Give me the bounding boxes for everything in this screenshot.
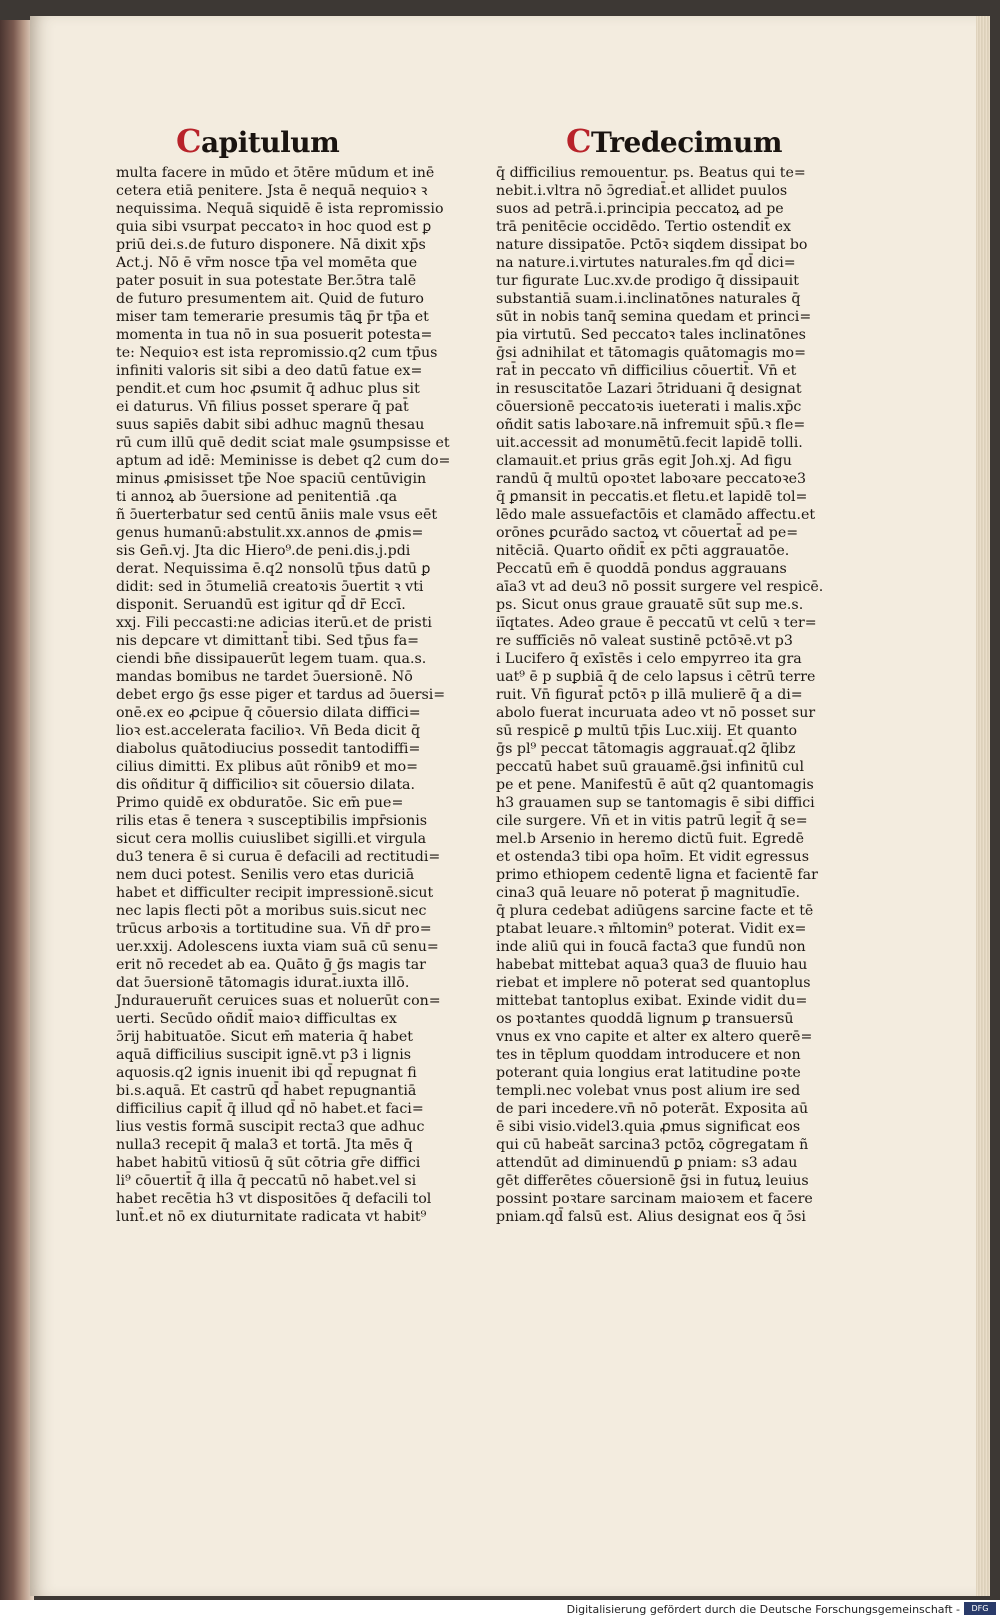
heading-left-initial: C bbox=[176, 122, 201, 160]
text-line: cile surgere. Vn̄ et in vitis patrū legit̄ q̄ se= bbox=[496, 813, 808, 829]
text-line: sis Gen̄.vj. Jta dic Hiero⁹.de peni.dis.j.pdi bbox=[116, 543, 411, 559]
text-line: nis depcare vt dimittant̄ tibi. Sed tp̄us fa= bbox=[116, 633, 420, 649]
text-line: ciendi bn̄e dissipauerūt legem tuam. qua.s. bbox=[116, 651, 427, 667]
text-line: lioꝛ est.accelerata facilioꝛ. Vn̄ Beda dicit q̄ bbox=[116, 723, 421, 739]
text-line: lius vestis formā suscipit recta3 que adhuc bbox=[116, 1119, 425, 1135]
text-line: onē.ex eo ꝓcipue q̄ cōuersio dilata diffici= bbox=[116, 705, 421, 721]
text-line: aīa3 vt ad deu3 nō possit surgere vel respicē. bbox=[496, 579, 824, 595]
text-line: rū cum illū quē dedit sciat male ꝯsumpsisse et bbox=[116, 435, 450, 451]
text-line: rat̄ in peccato vn̄ difficilius cōuertit̄. Vn̄ et bbox=[496, 363, 797, 379]
text-line: erit nō recedet ab ea. Quāto ḡ ḡs magis tar bbox=[116, 957, 426, 973]
text-line: Peccatū em̄ ē quoddā pondus aggrauans bbox=[496, 561, 787, 577]
dfg-logo: DFG bbox=[964, 1602, 996, 1615]
page-edges bbox=[976, 16, 990, 1596]
text-line: sūt in nobis tanq̄ semina quedam et princi= bbox=[496, 309, 812, 325]
text-line: habebat mittebat aqua3 qua3 de fluuio hau bbox=[496, 957, 808, 973]
text-line: nitēciā. Quarto oñdit̄ ex pc̄ti aggrauatōe. bbox=[496, 543, 790, 559]
text-line: in resuscitatōe Lazari ɔ̄triduani q̄ designat bbox=[496, 381, 802, 397]
text-line: nequissima. Nequā siquidē ē ista repromissio bbox=[116, 201, 444, 217]
text-line: suos ad petrā.i.principia peccatoꝝ ad pe bbox=[496, 201, 784, 217]
text-line: Primo quidē ex obduratōe. Sic em̄ pue= bbox=[116, 795, 404, 811]
heading-right-initial: C bbox=[566, 122, 591, 160]
text-line: bi.s.aquā. Et castrū qd̄ habet repugnantiā bbox=[116, 1083, 417, 1099]
text-line: cetera etiā penitere. Jsta ē nequā nequioꝛ ꝛ bbox=[116, 183, 428, 199]
text-line: nem duci potest. Senilis vero etas duriciā bbox=[116, 867, 415, 883]
text-line: aquā difficilius suscipit ignē.vt p3 i lignis bbox=[116, 1047, 412, 1063]
text-line: attendūt ad diminuendū ꝑ pniam: s3 adau bbox=[496, 1155, 798, 1171]
text-line: lēdo male assuefactōis et clamādo affectu.et bbox=[496, 507, 816, 523]
text-line: pniam.qd̄ falsū est. Alius designat eos q̄ ɔ̄si bbox=[496, 1209, 806, 1225]
text-line: mittebat tantoplus exibat. Exinde vidit du= bbox=[496, 993, 808, 1009]
text-line: i Lucifero q̄ exīstēs i celo empyrreo ita gra bbox=[496, 651, 802, 667]
text-line: Act.j. Nō ē vr̄m nosce tp̄a vel momēta que bbox=[116, 255, 418, 271]
text-line: poterant quia longius erat latitudine poꝛte bbox=[496, 1065, 801, 1081]
text-line: cōuersionē peccatoꝛis iueterati i malis.xp̄c bbox=[496, 399, 802, 415]
text-line: de pari incedere.vn̄ nō poterāt. Exposita aū bbox=[496, 1101, 809, 1117]
text-line: oñdit satis laboꝛare.nā infremuit sp̄ū.ꝛ fle= bbox=[496, 417, 806, 433]
text-line: vnus ex vno capite et alter ex altero querē= bbox=[496, 1029, 813, 1045]
text-line: rilis etas ē tenera ꝛ susceptibilis impr̄sionis bbox=[116, 813, 428, 829]
text-line: uer.xxij. Adolescens iuxta viam suā cū senu= bbox=[116, 939, 439, 955]
text-line: multa facere in mūdo et ɔ̄tēre mūdum et inē bbox=[116, 165, 435, 181]
text-line: ps. Sicut onus graue grauatē sūt sup me.s. bbox=[496, 597, 804, 613]
text-line: pia virtutū. Sed peccatoꝛ tales inclinatōnes bbox=[496, 327, 806, 343]
text-line: et ostenda3 tibi opa hoīm. Et vidit egressus bbox=[496, 849, 809, 865]
text-line: sū respicē ꝑ multū tp̄is Luc.xiij. Et quanto bbox=[496, 723, 798, 739]
heading-left bbox=[176, 122, 339, 160]
text-line: ruit. Vn̄ figurat̄ pctōꝛ p illā mulierē q̄ a di= bbox=[496, 687, 803, 703]
book-binding bbox=[0, 20, 34, 1600]
text-line: randū q̄ multū opoꝛtet laboꝛare peccatoꝛe3 bbox=[496, 471, 807, 487]
text-column-left bbox=[116, 164, 451, 1226]
text-line: abolo fuerat incuruata adeo vt nō posset sur bbox=[496, 705, 816, 721]
text-line: ē sibi visio.videl3.quia ꝓmus significat eos bbox=[496, 1119, 801, 1135]
text-line: substantiā suam.i.inclinatōnes naturales q̄ bbox=[496, 291, 801, 307]
text-line: trūcus arboꝛis a tortitudine sua. Vn̄ dr̄ pro= bbox=[116, 921, 432, 937]
text-line: aptum ad idē: Meminisse is debet q2 cum do= bbox=[116, 453, 451, 469]
text-line: priū dei.s.de futuro disponere. Nā dixit xp̄s bbox=[116, 237, 426, 253]
text-column-right bbox=[496, 164, 826, 1226]
text-line: cilius dimitti. Ex plibus aūt rōnib9 et mo= bbox=[116, 759, 419, 775]
text-line: possint poꝛtare sarcinam maioꝛem et facere bbox=[496, 1191, 813, 1207]
text-line: dat ɔ̄uersionē tātomagis idurat̄.iuxta illō. bbox=[116, 975, 410, 991]
text-line: ḡsi adnihilat et tātomagis quātomagis mo= bbox=[496, 345, 806, 361]
text-line: q̄ ꝑmansit in peccatis.et fletu.et lapidē tol= bbox=[496, 489, 808, 505]
text-line: q̄ difficilius remouentur. ps. Beatus qui te= bbox=[496, 165, 806, 181]
text-line: uit.accessit ad monumētū.fecit lapidē tolli. bbox=[496, 435, 803, 451]
text-line: uat⁹ ē p suꝑbiā q̄ de celo lapsus i cētrū terre bbox=[496, 669, 816, 685]
text-line: pater posuit in sua potestate Ber.ɔ̄tra talē bbox=[116, 273, 417, 289]
text-line: de futuro presumentem ait. Quid de futuro bbox=[116, 291, 424, 307]
text-line: os poꝛtantes quoddā lignum ꝑ transuersū bbox=[496, 1011, 794, 1027]
text-line: inde aliū qui in foucā facta3 que fundū non bbox=[496, 939, 806, 955]
text-line: peccatū habet suū grauamē.ḡsi infinitū cul bbox=[496, 759, 804, 775]
text-line: ñ ɔ̄uerterbatur sed centū āniis male vsus eēt bbox=[116, 507, 438, 523]
text-line: riebat et implere nō poterat sed quantoplus bbox=[496, 975, 811, 991]
text-line: miser tam temerarie presumis tāꝗ p̄r tp̄a et bbox=[116, 309, 429, 325]
text-line: te: Nequioꝛ est ista repromissio.q2 cum tp̄us bbox=[116, 345, 438, 361]
text-line: ptabat leuare.ꝛ m̄ltomin⁹ poterat. Vidit ex= bbox=[496, 921, 807, 937]
text-line: ti annoꝝ ab ɔ̄uersione ad penitentiā .qa bbox=[116, 489, 398, 505]
text-line: q̄ plura cedebat adiūgens sarcine facte et tē bbox=[496, 903, 814, 919]
text-line: didit: sed in ɔ̄tumeliā creatoꝛis ɔ̄uertit ꝛ vti bbox=[116, 579, 424, 595]
text-line: nulla3 recepit q̄ mala3 et tortā. Jta mēs q̄ bbox=[116, 1137, 413, 1153]
text-line: uerti. Secūdo oñdit̄ maioꝛ difficultas ex bbox=[116, 1011, 397, 1027]
text-line: habet et difficulter recipit impressionē.sicut bbox=[116, 885, 434, 901]
footer-bar bbox=[0, 1600, 1000, 1618]
text-line: lunt̄.et nō ex diuturnitate radicata vt habit⁹ bbox=[116, 1209, 427, 1225]
text-line: genus humanū:abstulit.xx.annos de ꝓmis= bbox=[116, 525, 424, 541]
text-line: sicut cera mollis cuiuslibet sigilli.et virgula bbox=[116, 831, 427, 847]
text-line: habet recētia h3 vt dispositōes q̄ defacili tol bbox=[116, 1191, 432, 1207]
heading-left-text: apitulum bbox=[200, 126, 340, 159]
text-line: nebit.i.vltra nō ɔ̄grediat̄.et allidet puulos bbox=[496, 183, 788, 199]
text-line: diabolus quātodiucius possedit tantodiffi= bbox=[116, 741, 421, 757]
text-line: primo ethiopem cedentē ligna et facientē far bbox=[496, 867, 818, 883]
text-line: mandas bomibus ne tardet ɔ̄uersionē. Nō bbox=[116, 669, 413, 685]
text-line: minus ꝓmisisset tp̄e Noe spaciū centūvigin bbox=[116, 471, 427, 487]
text-line: tur figurate Luc.xv.de prodigo q̄ dissipauit bbox=[496, 273, 799, 289]
text-line: pendit.et cum hoc ꝓsumit q̄ adhuc plus sit bbox=[116, 381, 420, 397]
text-line: h3 grauamen sup se tantomagis ē sibi diffici bbox=[496, 795, 815, 811]
text-line: cina3 quā leuare nō poterat p̄ magnitudīe. bbox=[496, 885, 801, 901]
text-line: Jnduraueruñt ceruices suas et noluerūt con= bbox=[116, 993, 441, 1009]
text-line: orōnes ꝑcurādo sactoꝝ vt cōuertat̄ ad pe= bbox=[496, 525, 799, 541]
text-line: aquosis.q2 ignis inuenit ibi qd̄ repugnat fi bbox=[116, 1065, 417, 1081]
text-line: quia sibi vsurpat peccatoꝛ in hoc quod est ꝑ bbox=[116, 219, 432, 235]
text-line: momenta in tua nō in sua posuerit potesta= bbox=[116, 327, 433, 343]
text-line: habet habitū vitiosū q̄ sūt cōtria gr̄e diffici bbox=[116, 1155, 421, 1171]
text-line: ei daturus. Vn̄ filius posset sperare q̄ pat̄ bbox=[116, 399, 409, 415]
text-line: nec lapis flecti pōt a moribus suis.sicut nec bbox=[116, 903, 427, 919]
text-line: re suffīciēs nō valeat sustinē pctōꝛē.vt p3 bbox=[496, 633, 793, 649]
text-line: tes in tēplum quoddam introducere et non bbox=[496, 1047, 801, 1063]
text-line: xxj. Fili peccasti:ne adicias iterū.et de pristi bbox=[116, 615, 432, 631]
text-line: ɔ̄rij habituatōe. Sicut em̄ materia q̄ habet bbox=[116, 1029, 413, 1045]
text-line: iīqtates. Adeo graue ē peccatū vt celū ꝛ ter= bbox=[496, 615, 817, 631]
heading-right bbox=[566, 122, 782, 160]
text-line: templi.nec volebat vnus post alium ire sed bbox=[496, 1083, 801, 1099]
text-line: pe et pene. Manifestū ē aūt q2 quantomagis bbox=[496, 777, 814, 793]
heading-right-text: Tredecimum bbox=[590, 126, 783, 159]
text-line: du3 tenera ē si curua ē defacili ad rectitudi= bbox=[116, 849, 441, 865]
text-line: dis oñditur q̄ difficilioꝛ sit cōuersio dilata. bbox=[116, 777, 415, 793]
text-line: qui cū habeāt sarcina3 pctōꝝ cōgregatam ñ bbox=[496, 1137, 809, 1153]
text-line: clamauit.et prius grās egit Joh.xj. Ad figu bbox=[496, 453, 792, 469]
text-line: gēt differētes cōuersionē ḡsi in futuꝝ leuius bbox=[496, 1173, 809, 1189]
text-line: disponit. Seruandū est igitur qd̄ dr̄ Eccī. bbox=[116, 597, 406, 613]
text-line: difficilius capit̄ q̄ illud qd̄ nō habet.et faci= bbox=[116, 1101, 424, 1117]
text-line: trā penitēcie occidēdo. Tertio ostendit̄ ex bbox=[496, 219, 792, 235]
text-line: mel.b Arsenio in heremo dictū fuit. Egredē bbox=[496, 831, 804, 847]
text-line: ḡs pl⁹ peccat tātomagis aggrauat̄.q2 q̄libz bbox=[496, 741, 796, 757]
text-line: infiniti valoris sit sibi a deo datū fatue ex= bbox=[116, 363, 423, 379]
text-line: nature dissipatōe. Pctōꝛ siqdem dissipat bo bbox=[496, 237, 808, 253]
text-line: na nature.i.virtutes naturales.fm qd̄ dici= bbox=[496, 255, 796, 271]
text-line: suus sapiēs dabit sibi adhuc magnū thesau bbox=[116, 417, 425, 433]
text-line: debet ergo ḡs esse piger et tardus ad ɔ̄uersi= bbox=[116, 687, 446, 703]
footer-credit: Digitalisierung gefördert durch die Deutsche Forschungsgemeinschaft - bbox=[566, 1603, 960, 1616]
text-line: derat. Nequissima ē.q2 nonsolū tp̄us datū ꝑ bbox=[116, 561, 431, 577]
text-line: li⁹ cōuertit̄ q̄ illa q̄ peccatū nō habet.vel si bbox=[116, 1173, 417, 1189]
